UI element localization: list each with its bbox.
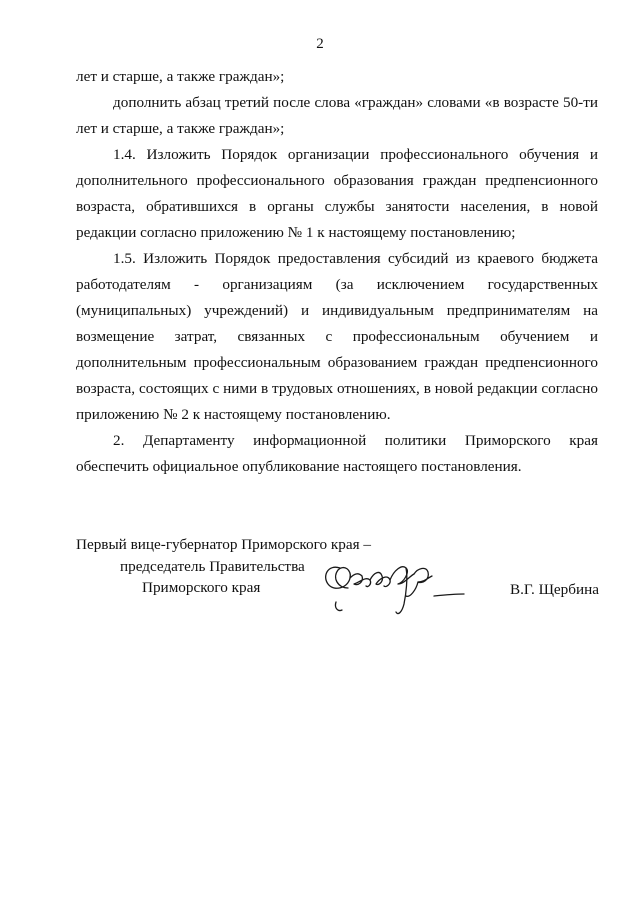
handwritten-signature bbox=[318, 554, 468, 622]
signatory-title-line-2: председатель Правительства bbox=[120, 558, 305, 575]
paragraph-amendment: дополнить абзац третий после слова «граждан» словами «в возрасте 50-ти лет и старше, а также граждан»; bbox=[76, 94, 598, 137]
paragraph-item-2: 2. Департаменту информационной политики Приморского края обеспечить официальное опубликование настоящего постановления. bbox=[76, 432, 598, 475]
paragraph-item-1-4: 1.4. Изложить Порядок организации профессионального обучения и дополнительного профессионального образования граждан предпенсионного возраста, обратившихся в органы службы занятости населения, в новой редакции согласно приложению № 1 к настоящему постановлению; bbox=[76, 146, 598, 241]
paragraph-continuation: лет и старше, а также граждан»; bbox=[76, 68, 285, 85]
signatory-title-line-1: Первый вице-губернатор Приморского края – bbox=[76, 536, 371, 553]
signatory-name: В.Г. Щербина bbox=[510, 581, 599, 598]
page-number: 2 bbox=[316, 36, 324, 52]
paragraph-item-1-5: 1.5. Изложить Порядок предоставления субсидий из краевого бюджета работодателям - организациям (за исключением государственных (муниципальных) учреждений) и индивидуальным предпринимателям на возмещение затрат, связанных с профессиональным обучением и дополнительным профессиональным образованием граждан предпенсионного возраста, состоящих с ними в трудовых отношениях, в новой редакции согласно приложению № 2 к настоящему постановлению. bbox=[76, 250, 598, 423]
signatory-title-line-3: Приморского края bbox=[142, 579, 261, 596]
document-body bbox=[76, 64, 598, 480]
